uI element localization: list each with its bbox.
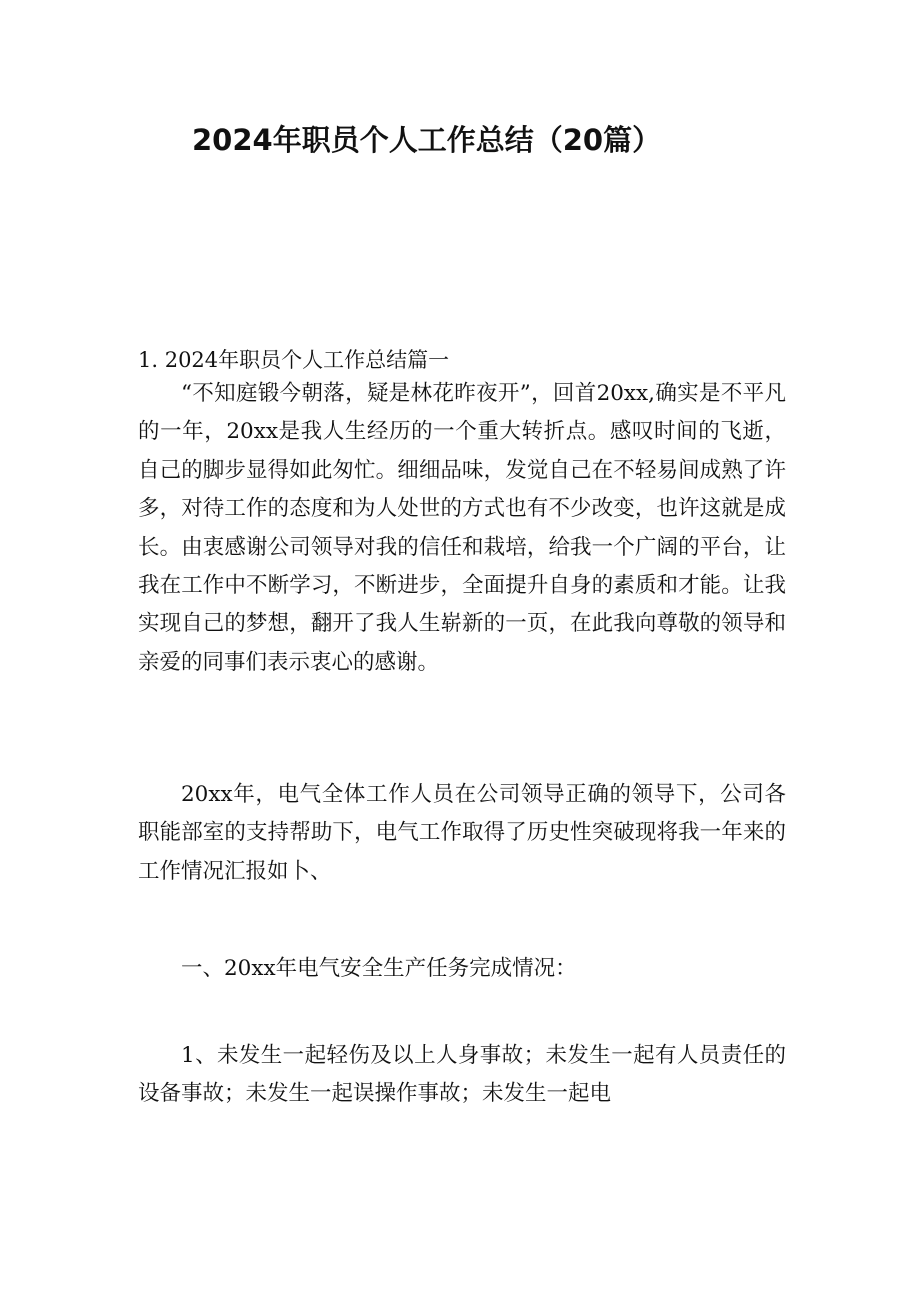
paragraph-summary: 20xx年，电气全体工作人员在公司领导正确的领导下，公司各职能部室的支持帮助下，电气工作取得了历史性突破现将我一年来的工作情况汇报如卜、 <box>138 782 786 884</box>
paragraph-item-one: 1、未发生一起轻伤及以上人身事故；未发生一起有人员责任的设备事故；未发生一起误操作事故；未发生一起电 <box>138 1043 786 1107</box>
document-title: 2024年职员个人工作总结（20篇） <box>192 123 662 157</box>
paragraph-intro: “不知庭锻今朝落，疑是林花昨夜开”，回首20xx,确实是不平凡的一年，20xx是我人生经历的一个重大转折点。感叹时间的飞逝，自己的脚步显得如此匆忙。细细品味，发觉自己在不轻易间成熟了许多，对待工作的态度和为人处世的方式也有不少改变，也许这就是成长。由衷感谢公司领导对我的信任和栽培，给我一个广阔的平台，让我在工作中不断学习，不断进步，全面提升自身的素质和才能。让我实现自己的梦想，翻开了我人生崭新的一页，在此我向尊敬的领导和亲爱的同事们表示衷心的感谢。 <box>138 381 786 675</box>
paragraph-section-one-heading: 一、20xx年电气安全生产任务完成情况： <box>181 956 577 981</box>
section-heading: 1. 2024年职员个人工作总结篇一 <box>138 348 450 372</box>
